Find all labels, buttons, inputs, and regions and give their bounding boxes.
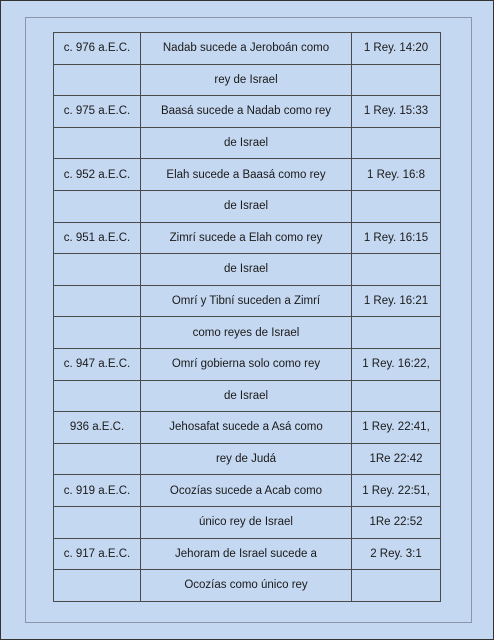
event-cell: Ocozías como único rey — [141, 570, 352, 602]
event-cell: Elah sucede a Baasá como rey — [141, 159, 352, 191]
table-row — [54, 317, 441, 349]
event-cell: Jehosafat sucede a Asá como — [141, 412, 352, 444]
reference-cell — [352, 380, 441, 412]
reference-cell: 1 Rey. 16:21 — [352, 285, 441, 317]
event-cell: de Israel — [141, 254, 352, 286]
date-cell: c. 917 a.E.C. — [54, 538, 141, 570]
event-cell: Omrí y Tibní suceden a Zimrí — [141, 285, 352, 317]
table-row — [54, 348, 441, 380]
timeline-body — [54, 33, 441, 602]
event-cell: Ocozías sucede a Acab como — [141, 475, 352, 507]
reference-cell — [352, 127, 441, 159]
date-cell: 936 a.E.C. — [54, 412, 141, 444]
date-cell: c. 952 a.E.C. — [54, 159, 141, 191]
table-row — [54, 222, 441, 254]
event-cell: Zimrí sucede a Elah como rey — [141, 222, 352, 254]
table-row — [54, 538, 441, 570]
date-cell — [54, 190, 141, 222]
reference-cell — [352, 570, 441, 602]
reference-cell — [352, 254, 441, 286]
event-cell: único rey de Israel — [141, 506, 352, 538]
reference-cell: 1 Rey. 22:41, — [352, 412, 441, 444]
event-cell: Nadab sucede a Jeroboán como — [141, 33, 352, 65]
date-cell — [54, 506, 141, 538]
reference-cell — [352, 317, 441, 349]
event-cell: de Israel — [141, 190, 352, 222]
event-cell: rey de Israel — [141, 64, 352, 96]
reference-cell: 1Re 22:42 — [352, 443, 441, 475]
reference-cell: 2 Rey. 3:1 — [352, 538, 441, 570]
table-row — [54, 33, 441, 65]
table-row — [54, 506, 441, 538]
event-cell: de Israel — [141, 380, 352, 412]
table-row — [54, 159, 441, 191]
date-cell — [54, 317, 141, 349]
reference-cell — [352, 190, 441, 222]
reference-cell: 1 Rey. 16:15 — [352, 222, 441, 254]
table-row — [54, 285, 441, 317]
date-cell: c. 951 a.E.C. — [54, 222, 141, 254]
event-cell: Omrí gobierna solo como rey — [141, 348, 352, 380]
date-cell — [54, 64, 141, 96]
event-cell: de Israel — [141, 127, 352, 159]
event-cell: Jehoram de Israel sucede a — [141, 538, 352, 570]
reference-cell: 1Re 22:52 — [352, 506, 441, 538]
table-row — [54, 412, 441, 444]
table-row — [54, 475, 441, 507]
reference-cell: 1 Rey. 22:51, — [352, 475, 441, 507]
reference-cell: 1 Rey. 15:33 — [352, 96, 441, 128]
table-row — [54, 570, 441, 602]
timeline-table — [53, 32, 441, 602]
date-cell — [54, 570, 141, 602]
event-cell: Baasá sucede a Nadab como rey — [141, 96, 352, 128]
reference-cell: 1 Rey. 14:20 — [352, 33, 441, 65]
reference-cell — [352, 64, 441, 96]
date-cell — [54, 127, 141, 159]
date-cell: c. 947 a.E.C. — [54, 348, 141, 380]
table-row — [54, 96, 441, 128]
table-row — [54, 127, 441, 159]
table-row — [54, 190, 441, 222]
date-cell: c. 976 a.E.C. — [54, 33, 141, 65]
event-cell: rey de Judá — [141, 443, 352, 475]
table-row — [54, 64, 441, 96]
date-cell — [54, 285, 141, 317]
reference-cell: 1 Rey. 16:22, — [352, 348, 441, 380]
date-cell — [54, 443, 141, 475]
date-cell: c. 975 a.E.C. — [54, 96, 141, 128]
table-row — [54, 254, 441, 286]
reference-cell: 1 Rey. 16:8 — [352, 159, 441, 191]
date-cell — [54, 254, 141, 286]
event-cell: como reyes de Israel — [141, 317, 352, 349]
table-row — [54, 380, 441, 412]
date-cell — [54, 380, 141, 412]
date-cell: c. 919 a.E.C. — [54, 475, 141, 507]
table-row — [54, 443, 441, 475]
